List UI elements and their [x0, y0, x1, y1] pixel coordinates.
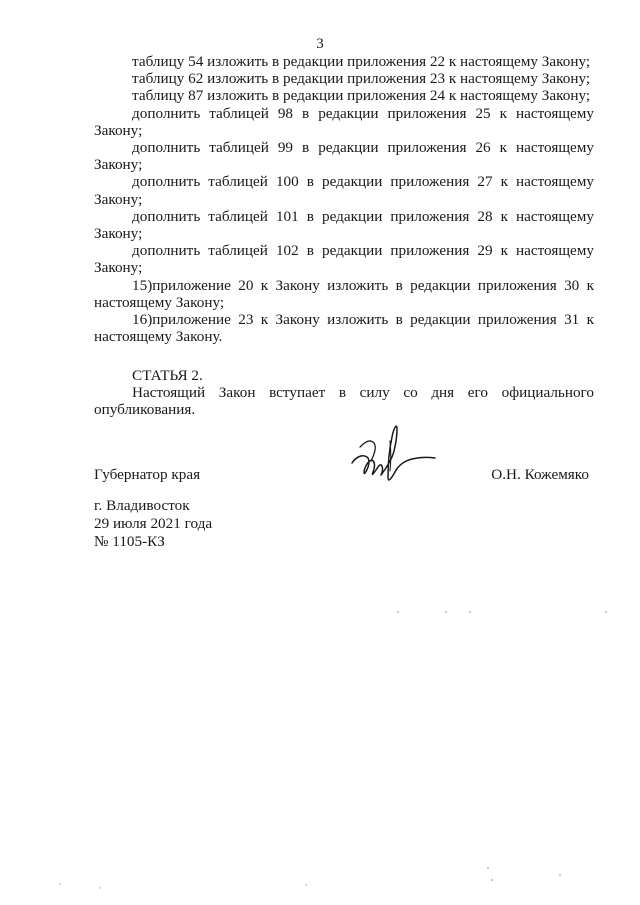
signatory-title: Губернатор края — [94, 466, 201, 483]
amendment-item: дополнить таблицей 101 в редакции приложения 28 к настоящему Закону; — [94, 207, 594, 243]
city: г. Владивосток — [94, 497, 190, 514]
handwritten-signature — [340, 417, 440, 492]
amendment-item: дополнить таблицей 102 в редакции приложения 29 к настоящему Закону; — [94, 242, 594, 277]
amendment-item: таблицу 62 изложить в редакции приложения 23 к настоящему Закону; — [132, 70, 591, 88]
article-text: Настоящий Закон вступает в силу со дня его официального опубликования. — [94, 384, 594, 419]
place-date-block — [94, 497, 212, 551]
amendment-item: дополнить таблицей 100 в редакции приложения 27 к настоящему Закону; — [94, 173, 594, 208]
article-2 — [94, 367, 594, 419]
amendment-item: 16)приложение 23 к Закону изложить в редакции приложения 31 к настоящему Закону. — [94, 311, 594, 346]
page-number: 3 — [316, 36, 324, 52]
date: 29 июля 2021 года — [94, 515, 213, 532]
amendment-item: дополнить таблицей 99 в редакции приложения 26 к настоящему Закону; — [94, 139, 594, 174]
amendment-item: таблицу 54 изложить в редакции приложения 22 к настоящему Закону; — [132, 53, 591, 70]
law-number: № 1105-КЗ — [94, 533, 165, 550]
amendment-item: дополнить таблицей 98 в редакции приложения 25 к настоящему Закону; — [94, 104, 594, 139]
amendment-item: таблицу 87 изложить в редакции приложения 24 к настоящему Закону; — [132, 87, 591, 105]
amendment-item: 15)приложение 20 к Закону изложить в редакции приложения 30 к настоящему Закону; — [94, 276, 594, 311]
amendments-list — [94, 53, 594, 345]
signatory-name: О.Н. Кожемяко — [491, 466, 589, 483]
article-heading: СТАТЬЯ 2. — [132, 367, 203, 384]
